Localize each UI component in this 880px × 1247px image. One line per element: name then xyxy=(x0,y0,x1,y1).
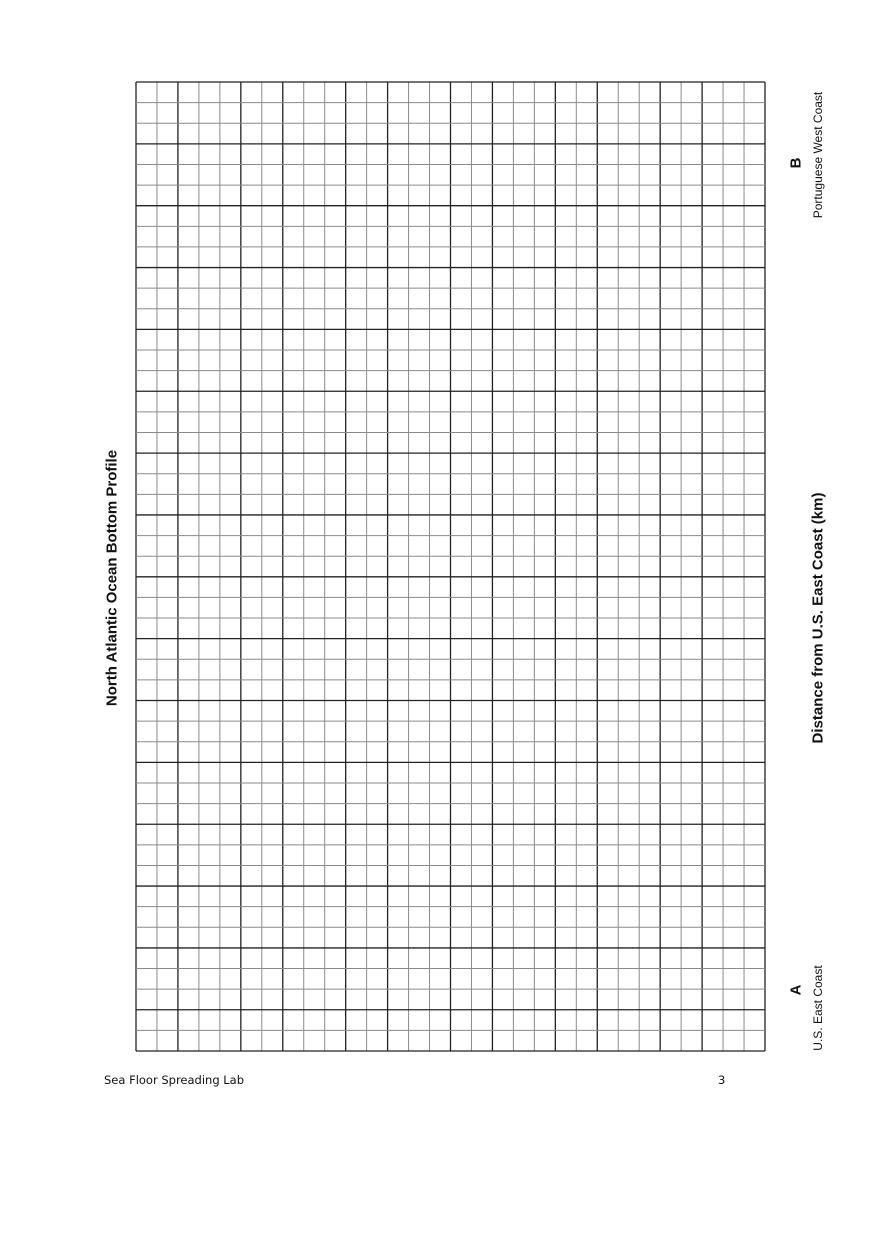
page-number: 3 xyxy=(718,1073,726,1087)
distance-axis-label: Distance from U.S. East Coast (km) xyxy=(809,492,827,744)
graph-paper-grid xyxy=(135,81,767,1053)
point-b-letter: B xyxy=(787,157,805,169)
point-a-label: U.S. East Coast xyxy=(811,965,825,1051)
footer-title: Sea Floor Spreading Lab xyxy=(104,1073,245,1087)
point-a-letter: A xyxy=(787,984,805,996)
point-b-label: Portuguese West Coast xyxy=(811,91,825,219)
graph-title: North Atlantic Ocean Bottom Profile xyxy=(103,449,121,707)
